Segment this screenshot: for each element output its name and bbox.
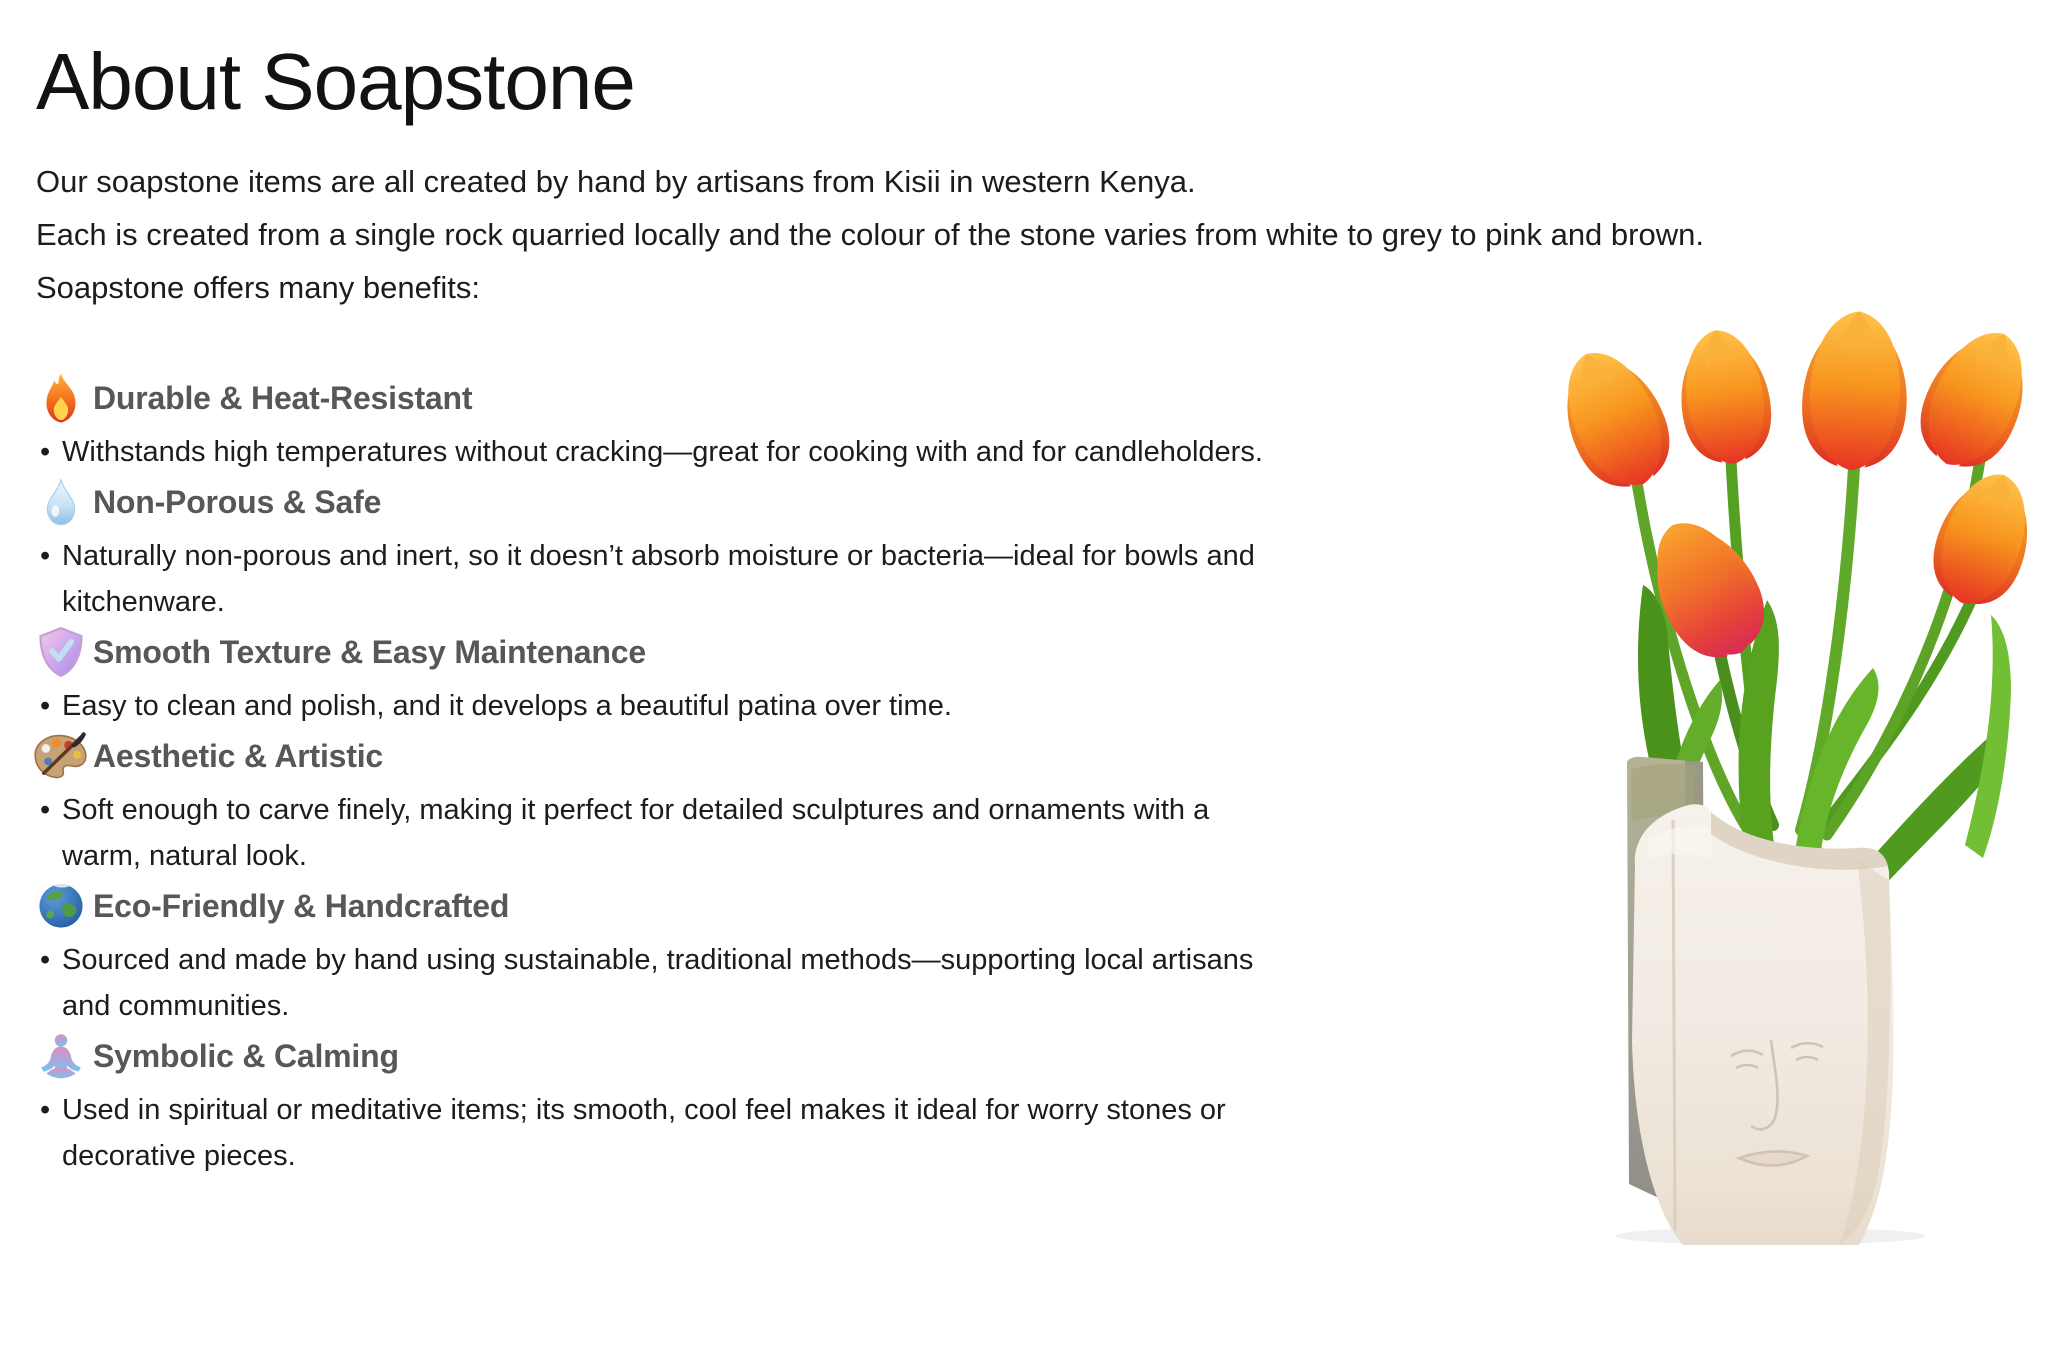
vase bbox=[1632, 804, 1894, 1245]
benefit-bullet: • Easy to clean and polish, and it develops a beautiful patina over time. bbox=[36, 683, 1276, 729]
benefit-bullet: • Withstands high temperatures without cracking—great for cooking with and for candleholders. bbox=[36, 429, 1276, 475]
benefit-title: Non-Porous & Safe bbox=[93, 483, 382, 520]
tulips-group bbox=[1543, 309, 2045, 676]
shield-icon bbox=[28, 625, 93, 679]
intro-paragraphs bbox=[36, 155, 1736, 314]
benefit-bullet: • Soft enough to carve finely, making it perfect for detailed sculptures and ornaments with a warm, natural look. bbox=[36, 787, 1276, 879]
benefit-bullet: • Naturally non-porous and inert, so it doesn’t absorb moisture or bacteria—ideal for bowls and kitchenware. bbox=[36, 533, 1276, 625]
globe-icon bbox=[28, 882, 93, 930]
benefit-title: Eco-Friendly & Handcrafted bbox=[93, 887, 510, 924]
page-title: About Soapstone bbox=[36, 37, 635, 126]
tulip-vase-illustration bbox=[1535, 300, 2045, 1245]
benefit-bullet: • Used in spiritual or meditative items; its smooth, cool feel makes it ideal for worry stones or decorative pieces. bbox=[36, 1087, 1276, 1179]
droplet-icon bbox=[28, 476, 93, 528]
benefit-title: Symbolic & Calming bbox=[93, 1037, 399, 1074]
intro-line-3: Soapstone offers many benefits: bbox=[36, 270, 481, 305]
product-photo-tulip-vase bbox=[1535, 300, 2045, 1245]
intro-line-1: Our soapstone items are all created by hand by artisans from Kisii in western Kenya. bbox=[36, 164, 1196, 199]
benefit-title: Smooth Texture & Easy Maintenance bbox=[93, 633, 646, 670]
benefit-title: Durable & Heat-Resistant bbox=[93, 379, 473, 416]
fire-icon bbox=[28, 370, 93, 426]
benefit-title: Aesthetic & Artistic bbox=[93, 737, 384, 774]
palette-icon bbox=[28, 732, 93, 780]
benefit-bullet: • Sourced and made by hand using sustainable, traditional methods—supporting local artisans and communities. bbox=[36, 937, 1276, 1029]
intro-line-2: Each is created from a single rock quarried locally and the colour of the stone varies from white to grey to pink and brown. bbox=[36, 217, 1704, 252]
meditation-icon bbox=[28, 1031, 93, 1081]
